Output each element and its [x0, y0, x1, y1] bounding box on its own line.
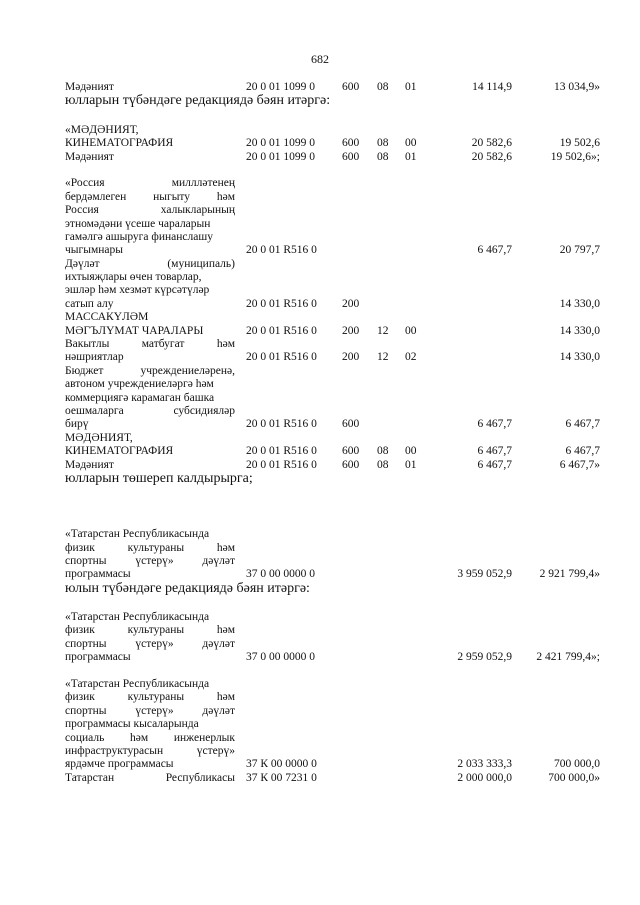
section-code: 12: [377, 324, 389, 337]
table-row: [0, 231, 640, 244]
row-name: инфраструктурасын үстерү»: [65, 744, 235, 757]
row-name: Россия халыкларының: [65, 204, 235, 217]
row-name: «Татарстан Республикасында: [65, 678, 210, 691]
table-row: [0, 772, 640, 785]
table-row: [0, 351, 640, 364]
amount-year-2: 700 000,0»: [548, 771, 600, 784]
amount-year-1: 6 467,7: [477, 244, 512, 257]
row-name: автоном учреждениеләргә һәм: [65, 378, 214, 391]
row-name: спортны үстерү» дәүләт: [65, 554, 235, 567]
row-name: нәшриятлар: [65, 351, 124, 364]
table-row: [0, 678, 640, 691]
amount-year-2: 6 467,7: [565, 445, 600, 458]
blank-line: [0, 488, 640, 515]
row-name: бирү: [65, 418, 89, 431]
amount-year-1: 2 033 333,3: [457, 758, 512, 771]
row-name: спортны үстерү» дәүләт: [65, 637, 235, 650]
amount-year-1: 2 959 052,9: [457, 651, 512, 664]
table-row: [0, 311, 640, 324]
budget-amendment-table: [0, 81, 640, 785]
row-name: Дәүләт (муниципаль): [65, 257, 235, 270]
table-row: [0, 218, 640, 231]
row-name: коммерциягә карамаган башка: [65, 391, 215, 404]
table-row: [0, 528, 640, 541]
amount-year-1: 14 114,9: [472, 81, 512, 93]
row-name: оешмаларга субсидияләр: [65, 404, 235, 417]
amount-year-2: 14 330,0: [559, 324, 600, 337]
expense-type: 600: [342, 445, 360, 458]
table-row: [0, 365, 640, 378]
amount-year-1: 6 467,7: [477, 418, 512, 431]
table-row: [0, 624, 640, 637]
table-row: [0, 151, 640, 164]
table-row: [0, 568, 640, 581]
expense-type: 200: [342, 297, 360, 310]
expense-type: 600: [342, 150, 360, 163]
amount-year-1: 6 467,7: [477, 445, 512, 458]
row-name: Татарстан Республикасы: [65, 771, 235, 784]
section-code: 08: [377, 137, 389, 150]
amount-year-2: 2 421 799,4»;: [536, 651, 600, 664]
amount-year-2: 6 467,7: [565, 418, 600, 431]
expense-type: 600: [342, 418, 360, 431]
amount-year-2: 13 034,9»: [554, 81, 600, 93]
amount-year-2: 700 000,0: [554, 758, 600, 771]
table-row: [0, 81, 640, 94]
row-name: Мәдәният: [65, 458, 114, 471]
row-name: физик культураны һәм: [65, 691, 235, 704]
budget-code: 37 0 00 0000 0: [246, 651, 315, 664]
table-row: [0, 745, 640, 758]
subsection-code: 01: [405, 458, 417, 471]
row-name: бердәмлеген ныгыту һәм: [65, 190, 235, 203]
amount-year-2: 20 797,7: [559, 244, 600, 257]
subsection-code: 01: [405, 81, 417, 93]
section-code: 08: [377, 445, 389, 458]
budget-code: 20 0 01 1099 0: [246, 81, 315, 93]
table-row: [0, 137, 640, 150]
table-row: [0, 204, 640, 217]
table-row: [0, 177, 640, 190]
table-row: [0, 271, 640, 284]
row-name: спортны үстерү» дәүләт: [65, 704, 235, 717]
amount-year-2: 14 330,0: [559, 351, 600, 364]
row-name: ихтыяҗлары өчен товарлар,: [65, 271, 202, 284]
row-name: КИНЕМАТОГРАФИЯ: [65, 445, 174, 458]
budget-code: 20 0 01 R516 0: [246, 297, 317, 310]
budget-code: 20 0 01 R516 0: [246, 324, 317, 337]
expense-type: 200: [342, 351, 360, 364]
table-row: [0, 392, 640, 405]
section-code: 12: [377, 351, 389, 364]
amount-year-1: 20 582,6: [471, 137, 512, 150]
table-row: [0, 124, 640, 137]
budget-code: 20 0 01 R516 0: [246, 445, 317, 458]
row-name: программасы: [65, 568, 131, 581]
row-name: МӘГЪЛҮМАТ ЧАРАЛАРЫ: [65, 324, 204, 337]
instruction-line: [0, 472, 640, 488]
table-row: [0, 732, 640, 745]
budget-code: 37 К 00 7231 0: [246, 771, 317, 784]
instruction-text: юлларын түбәндәге редакциядә бәян итәргә:: [65, 93, 331, 109]
table-row: [0, 691, 640, 704]
row-name: физик культураны һәм: [65, 624, 235, 637]
instruction-text: юлын түбәндәге редакциядә бәян итәргә:: [65, 580, 310, 596]
amount-year-2: 19 502,6»;: [550, 150, 600, 163]
table-row: [0, 338, 640, 351]
amount-year-2: 6 467,7»: [559, 458, 600, 471]
table-row: [0, 459, 640, 472]
row-name: «Татарстан Республикасында: [65, 611, 210, 624]
subsection-code: 02: [405, 351, 417, 364]
instruction-line: [0, 94, 640, 110]
row-name: физик культураны һәм: [65, 541, 235, 554]
row-name: гамәлгә ашыруга финанслашу: [65, 230, 213, 243]
table-row: [0, 638, 640, 651]
amount-year-1: 3 959 052,9: [457, 568, 512, 581]
table-row: [0, 244, 640, 257]
table-row: [0, 432, 640, 445]
row-name: «Татарстан Республикасында: [65, 528, 210, 541]
amount-year-2: 14 330,0: [559, 297, 600, 310]
instruction-text: юлларын төшереп калдырырга;: [65, 470, 253, 486]
subsection-code: 00: [405, 137, 417, 150]
amount-year-2: 2 921 799,4»: [539, 568, 600, 581]
row-name: ярдәмче программасы: [65, 758, 174, 771]
table-row: [0, 191, 640, 204]
row-name: Мәдәният: [65, 81, 114, 93]
amount-year-1: 2 000 000,0: [457, 771, 512, 784]
section-code: 08: [377, 81, 389, 93]
row-name: «МӘДӘНИЯТ,: [65, 123, 139, 136]
budget-code: 20 0 01 R516 0: [246, 351, 317, 364]
table-row: [0, 325, 640, 338]
table-row: [0, 258, 640, 271]
page-number: 682: [311, 52, 329, 66]
budget-code: 20 0 01 R516 0: [246, 244, 317, 257]
row-name: МӘДӘНИЯТ,: [65, 431, 133, 444]
amount-year-2: 19 502,6: [559, 137, 600, 150]
table-row: [0, 542, 640, 555]
expense-type: 600: [342, 458, 360, 471]
blank-line: [0, 515, 640, 528]
table-row: [0, 718, 640, 731]
table-row: [0, 758, 640, 771]
row-name: Мәдәният: [65, 150, 114, 163]
blank-line: [0, 665, 640, 678]
table-row: [0, 418, 640, 431]
subsection-code: 01: [405, 150, 417, 163]
table-row: [0, 445, 640, 458]
blank-line: [0, 164, 640, 177]
budget-code: 37 0 00 0000 0: [246, 568, 315, 581]
budget-code: 20 0 01 1099 0: [246, 137, 315, 150]
table-row: [0, 705, 640, 718]
budget-code: 20 0 01 R516 0: [246, 458, 317, 471]
blank-line: [0, 110, 640, 123]
row-name: сатып алу: [65, 297, 114, 310]
row-name: этномәдәни үсеше чараларын: [65, 217, 211, 230]
table-row: [0, 405, 640, 418]
subsection-code: 00: [405, 324, 417, 337]
instruction-line: [0, 582, 640, 598]
row-name: программасы кысаларында: [65, 718, 199, 731]
row-name: «Россия миллләтенең: [65, 177, 235, 190]
table-row: [0, 651, 640, 664]
row-name: чыгымнары: [65, 244, 123, 257]
section-code: 08: [377, 150, 389, 163]
budget-code: 20 0 01 1099 0: [246, 150, 315, 163]
table-row: [0, 378, 640, 391]
amount-year-1: 6 467,7: [477, 458, 512, 471]
row-name: программасы: [65, 651, 131, 664]
blank-line: [0, 598, 640, 611]
expense-type: 200: [342, 324, 360, 337]
table-row: [0, 555, 640, 568]
row-name: МАССАКҮЛӘМ: [65, 311, 149, 324]
row-name: социаль һәм инженерлык: [65, 731, 235, 744]
section-code: 08: [377, 458, 389, 471]
table-row: [0, 611, 640, 624]
table-row: [0, 284, 640, 297]
amount-year-1: 20 582,6: [471, 150, 512, 163]
budget-code: 37 К 00 0000 0: [246, 758, 317, 771]
row-name: Бюджет учреждениеләренә,: [65, 364, 235, 377]
budget-code: 20 0 01 R516 0: [246, 418, 317, 431]
row-name: эшләр һәм хезмәт күрсәтүләр: [65, 284, 210, 297]
row-name: Вакытлы матбугат һәм: [65, 338, 235, 351]
row-name: КИНЕМАТОГРАФИЯ: [65, 137, 174, 150]
table-row: [0, 298, 640, 311]
expense-type: 600: [342, 81, 360, 93]
expense-type: 600: [342, 137, 360, 150]
subsection-code: 00: [405, 445, 417, 458]
